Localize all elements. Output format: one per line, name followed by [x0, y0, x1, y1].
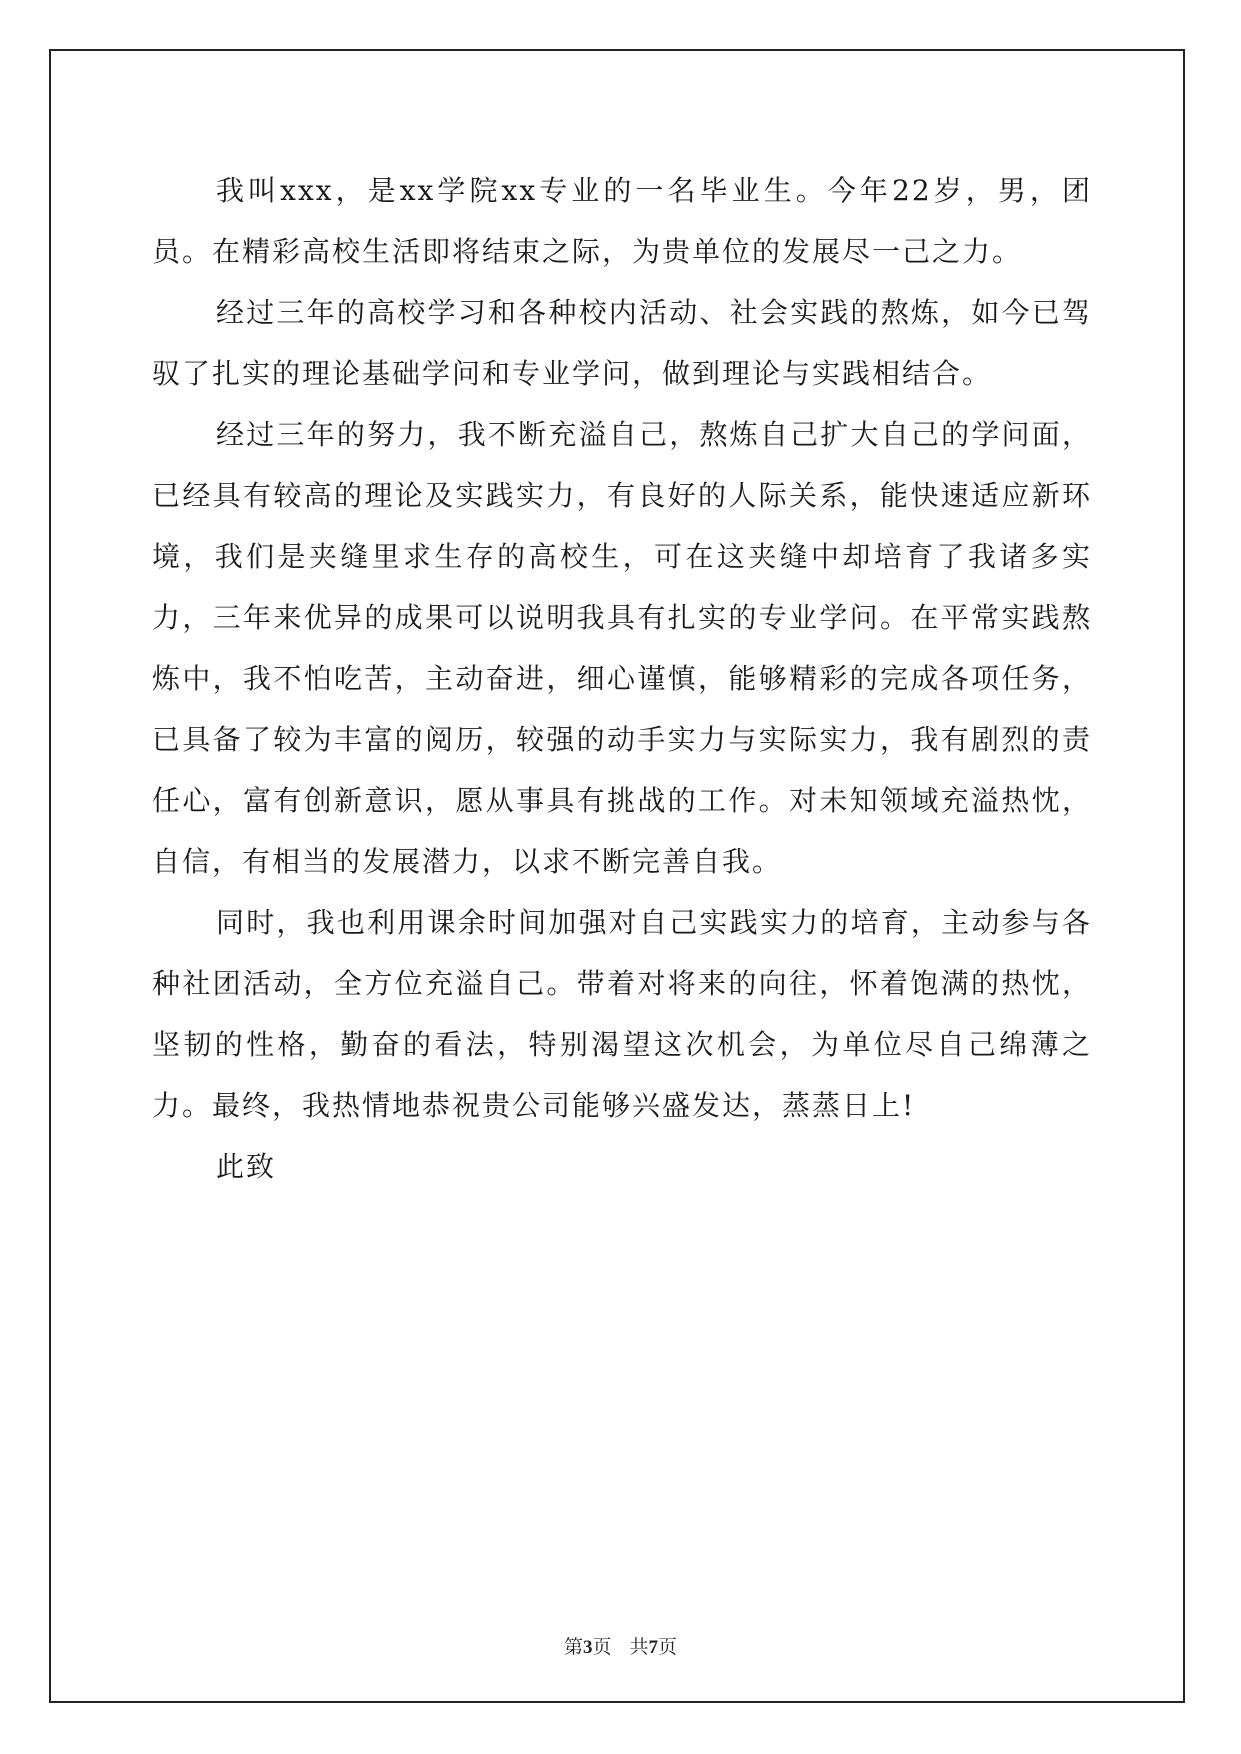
paragraph-activities: 同时，我也利用课余时间加强对自己实践实力的培育，主动参与各种社团活动，全方位充溢自己。带着对将来的向往，怀着饱满的热忱，坚韧的性格，勤奋的看法，特别渴望这次机会，为单位尽自己绵薄之力。最终，我热情地恭祝贵公司能够兴盛发达，蒸蒸日上! [152, 906, 1092, 1122]
document-body [152, 160, 1092, 1197]
page-footer [0, 1632, 1241, 1659]
total-suffix: 页 [658, 1637, 678, 1658]
total-prefix: 共 [629, 1637, 649, 1658]
total-page-number: 7 [648, 1637, 659, 1658]
closing-salutation: 此致 [216, 1150, 277, 1183]
current-page-number: 3 [582, 1637, 593, 1658]
paragraph-abilities: 经过三年的努力，我不断充溢自己，熬炼自己扩大自己的学问面，已经具有较高的理论及实践实力，有良好的人际关系，能快速适应新环境，我们是夹缝里求生存的高校生，可在这夹缝中却培育了我诸多实力，三年来优异的成果可以说明我具有扎实的专业学问。在平常实践熬炼中，我不怕吃苦，主动奋进，细心谨慎，能够精彩的完成各项任务，已具备了较为丰富的阅历，较强的动手实力与实际实力，我有剧烈的责任心，富有创新意识，愿从事具有挑战的工作。对未知领域充溢热忱，自信，有相当的发展潜力，以求不断完善自我。 [152, 418, 1092, 878]
page-prefix: 第 [563, 1637, 583, 1658]
paragraph-intro: 我叫xxx，是xx学院xx专业的一名毕业生。今年22岁，男，团员。在精彩高校生活即将结束之际，为贵单位的发展尽一己之力。 [152, 174, 1092, 268]
paragraph-study: 经过三年的高校学习和各种校内活动、社会实践的熬炼，如今已驾驭了扎实的理论基础学问和专业学问，做到理论与实践相结合。 [152, 296, 1092, 390]
page-suffix: 页 [592, 1637, 612, 1658]
